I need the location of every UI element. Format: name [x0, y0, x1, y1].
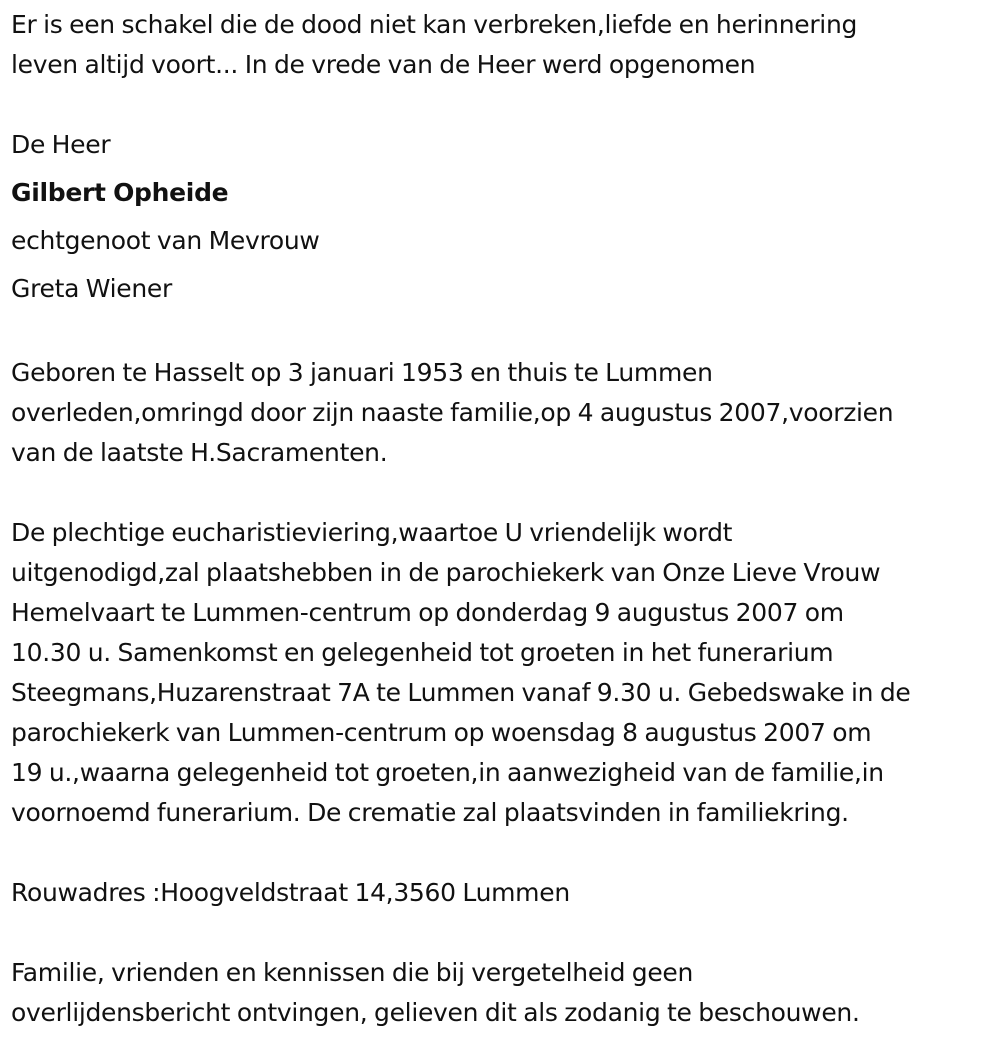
birth-death-line: van de laatste H.Sacramenten. [11, 438, 388, 467]
closing-paragraph [11, 953, 991, 1033]
closing-line: Familie, vrienden en kennissen die bij vergetelheid geen [11, 958, 694, 987]
ceremony-line: 19 u.,waarna gelegenheid tot groeten,in aanwezigheid van de familie,in [11, 758, 884, 787]
birth-death-line: overleden,omringd door zijn naaste familie,op 4 augustus 2007,voorzien [11, 398, 894, 427]
ceremony-line: De plechtige eucharistieviering,waartoe U vriendelijk wordt [11, 518, 733, 547]
deceased-name: Gilbert Opheide [11, 178, 229, 207]
ceremony-line: uitgenodigd,zal plaatshebben in de parochiekerk van Onze Lieve Vrouw [11, 558, 881, 587]
obituary-document [11, 5, 991, 1033]
ceremony-line: Hemelvaart te Lummen-centrum op donderdag 9 augustus 2007 om [11, 598, 844, 627]
birth-death-line: Geboren te Hasselt op 3 januari 1953 en thuis te Lummen [11, 358, 713, 387]
closing-line: overlijdensbericht ontvingen, gelieven dit als zodanig te beschouwen. [11, 998, 860, 1027]
ceremony-line: parochiekerk van Lummen-centrum op woensdag 8 augustus 2007 om [11, 718, 872, 747]
ceremony-line: 10.30 u. Samenkomst en gelegenheid tot groeten in het funerarium [11, 638, 834, 667]
mourning-address: Rouwadres :Hoogveldstraat 14,3560 Lummen [11, 878, 570, 907]
intro-line: leven altijd voort... In de vrede van de Heer werd opgenomen [11, 50, 756, 79]
deceased-block [11, 121, 991, 313]
ceremony-line: voornoemd funerarium. De crematie zal plaatsvinden in familiekring. [11, 798, 849, 827]
ceremony-line: Steegmans,Huzarenstraat 7A te Lummen vanaf 9.30 u. Gebedswake in de [11, 678, 911, 707]
relation-text: echtgenoot van Mevrouw [11, 226, 320, 255]
address-paragraph [11, 873, 991, 913]
intro-paragraph [11, 5, 991, 85]
ceremony-paragraph [11, 513, 991, 833]
intro-line: Er is een schakel die de dood niet kan verbreken,liefde en herinnering [11, 10, 858, 39]
birth-death-paragraph [11, 353, 991, 473]
spouse-name: Greta Wiener [11, 274, 172, 303]
honorific-title: De Heer [11, 130, 111, 159]
